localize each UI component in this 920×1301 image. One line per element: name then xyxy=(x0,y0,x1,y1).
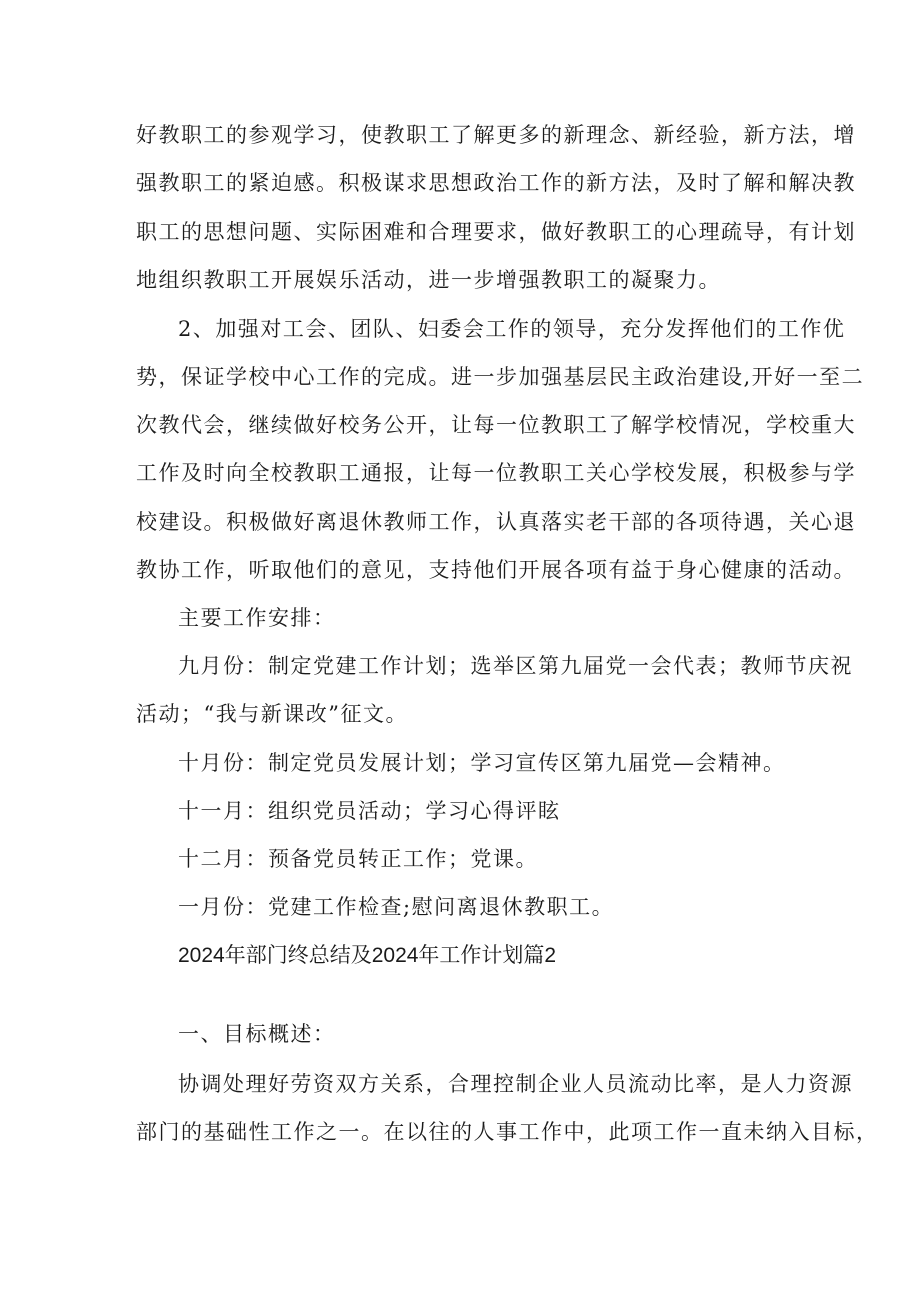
body-text-line: 部门的基础性工作之一。在以往的人事工作中，此项工作一直未纳入目标， xyxy=(136,1120,879,1144)
body-text-line: 校建设。积极做好离退休教师工作，认真落实老干部的各项待遇，关心退 xyxy=(136,510,856,534)
schedule-item: 十一月：组织党员活动；学习心得评眩 xyxy=(178,799,561,823)
section-label: 主要工作安排： xyxy=(178,606,336,630)
body-text-line: 势，保证学校中心工作的完成。进一步加强基层民主政治建设,开好一至二 xyxy=(136,365,865,389)
body-text-line: 协调处理好劳资双方关系，合理控制企业人员流动比率，是人力资源 xyxy=(178,1072,853,1096)
body-text-line: 教协工作，听取他们的意见，支持他们开展各项有益于身心健康的活动。 xyxy=(136,558,856,582)
schedule-item: 九月份：制定党建工作计划；选举区第九届党一会代表；教师节庆祝 xyxy=(178,654,853,678)
schedule-item: 一月份：党建工作检查;慰问离退休教职工。 xyxy=(178,895,615,919)
schedule-item: 十月份：制定党员发展计划；学习宣传区第九届党—会精神。 xyxy=(178,751,786,775)
body-text-line: 工作及时向全校教职工通报，让每一位教职工关心学校发展，积极参与学 xyxy=(136,461,856,485)
section-label: 一、目标概述： xyxy=(178,1022,336,1046)
body-text-line: 好教职工的参观学习，使教职工了解更多的新理念、新经验，新方法，增 xyxy=(136,123,856,147)
body-text-line: 2、加强对工会、团队、妇委会工作的领导，充分发挥他们的工作优 xyxy=(178,317,846,341)
article-heading: 2024年部门终总结及2024年工作计划篇2 xyxy=(178,944,557,967)
body-text-line: 强教职工的紧迫感。积极谋求思想政治工作的新方法，及时了解和解决教 xyxy=(136,171,856,195)
schedule-item-continued: 活动；“我与新课改”征文。 xyxy=(136,702,408,726)
body-text-line: 职工的思想问题、实际困难和合理要求，做好教职工的心理疏导，有计划 xyxy=(136,220,856,244)
body-text-line: 次教代会，继续做好校务公开，让每一位教职工了解学校情况，学校重大 xyxy=(136,413,856,437)
schedule-item: 十二月：预备党员转正工作；党课。 xyxy=(178,847,538,871)
body-text-line: 地组织教职工开展娱乐活动，进一步增强教职工的凝聚力。 xyxy=(136,268,721,292)
